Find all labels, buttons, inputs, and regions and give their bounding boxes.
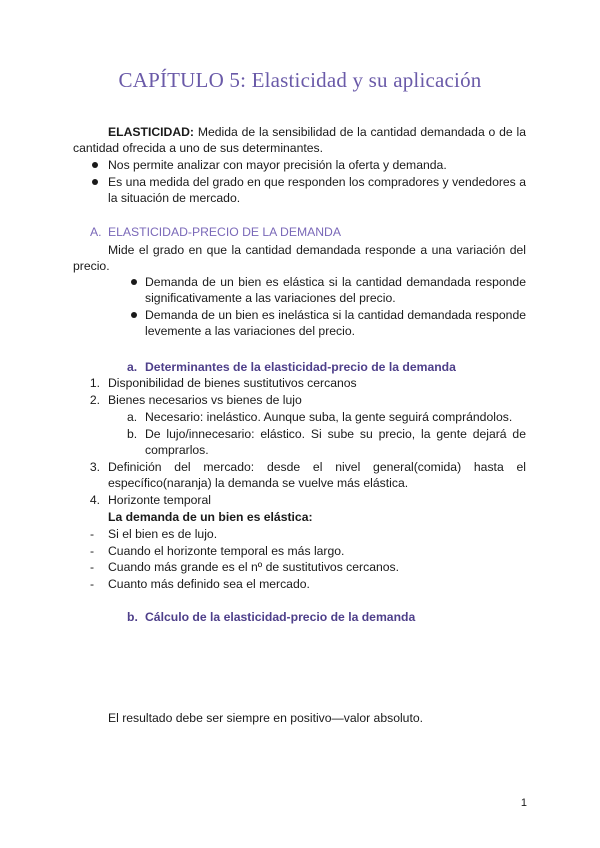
result-text: El resultado debe ser siempre en positivo—valor absoluto. — [108, 711, 424, 725]
subitem-marker: a. — [127, 410, 138, 424]
intro-bullet-1: Nos permite analizar con mayor precisión la oferta y demanda. — [108, 158, 447, 172]
subsection-b-heading: Cálculo de la elasticidad-precio de la demanda — [145, 610, 416, 624]
subsection-b-marker: b. — [127, 610, 138, 624]
definition-line-2: cantidad ofrecida a uno de sus determinantes. — [73, 141, 324, 155]
list-number: 1. — [89, 376, 100, 390]
subitem-necessary: Necesario: inelástico. Aunque suba, la gente seguirá comprándolos. — [145, 410, 513, 424]
elastic-condition-4: Cuanto más definido sea el mercado. — [108, 577, 310, 591]
chapter-title: CAPÍTULO 5: Elasticidad y su aplicación — [118, 68, 482, 92]
dash-icon: - — [90, 544, 95, 558]
subitem-marker: b. — [127, 427, 138, 441]
elastic-condition-2: Cuando el horizonte temporal es más largo. — [108, 544, 345, 558]
definition-term: ELASTICIDAD: — [108, 125, 194, 139]
subitem-luxury-line-2: comprarlos. — [145, 443, 209, 457]
subsection-a-heading: Determinantes de la elasticidad-precio de la demanda — [145, 360, 456, 374]
determinant-3-line-1: Definición del mercado: desde el nivel general(comida) hasta el — [108, 460, 526, 474]
bullet-icon — [131, 312, 137, 318]
page-number: 1 — [520, 797, 527, 809]
determinant-1: Disponibilidad de bienes sustitutivos cercanos — [108, 376, 357, 390]
dash-icon: - — [90, 527, 95, 541]
subsection-a-marker: a. — [127, 360, 138, 374]
elastic-condition-3: Cuando más grande es el nº de sustitutivos cercanos. — [108, 560, 400, 574]
intro-bullet-2-line-2: la situación de mercado. — [108, 191, 241, 205]
list-number: 4. — [89, 493, 100, 507]
section-a-bullet-2-line-1: Demanda de un bien es inelástica si la cantidad demandada responde — [145, 308, 526, 322]
bullet-icon — [92, 179, 98, 185]
bullet-icon — [131, 279, 137, 285]
section-a-bullet-1-line-1: Demanda de un bien es elástica si la cantidad demandada responde — [145, 275, 526, 289]
definition-text: Medida de la sensibilidad de la cantidad demandada o de la — [197, 125, 526, 139]
dash-icon: - — [90, 560, 95, 574]
section-a-text-line-1: Mide el grado en que la cantidad demandada responde a una variación del — [108, 243, 526, 257]
determinant-3-line-2: específico(naranja) la demanda se vuelve más elástica. — [108, 476, 409, 490]
elastic-condition-1: Si el bien es de lujo. — [108, 527, 218, 541]
section-a-bullet-1-line-2: significativamente a las variaciones del precio. — [145, 291, 396, 305]
list-number: 3. — [89, 460, 100, 474]
list-number: 2. — [89, 393, 100, 407]
bullet-icon — [92, 162, 98, 168]
section-a-marker: A. — [90, 225, 102, 239]
dash-icon: - — [90, 577, 95, 591]
section-a-text-line-2: precio. — [73, 259, 110, 273]
definition-line-1 — [108, 124, 526, 140]
section-a-heading: ELASTICIDAD-PRECIO DE LA DEMANDA — [108, 225, 341, 239]
section-a-bullet-2-line-2: levemente a las variaciones del precio. — [145, 324, 356, 338]
intro-bullet-2-line-1: Es una medida del grado en que responden los compradores y vendedores a — [108, 175, 526, 189]
elastic-heading: La demanda de un bien es elástica: — [108, 510, 313, 524]
determinant-2: Bienes necesarios vs bienes de lujo — [108, 393, 302, 407]
determinant-4: Horizonte temporal — [108, 493, 211, 507]
subitem-luxury-line-1: De lujo/innecesario: elástico. Si sube su precio, la gente dejará de — [145, 427, 526, 441]
